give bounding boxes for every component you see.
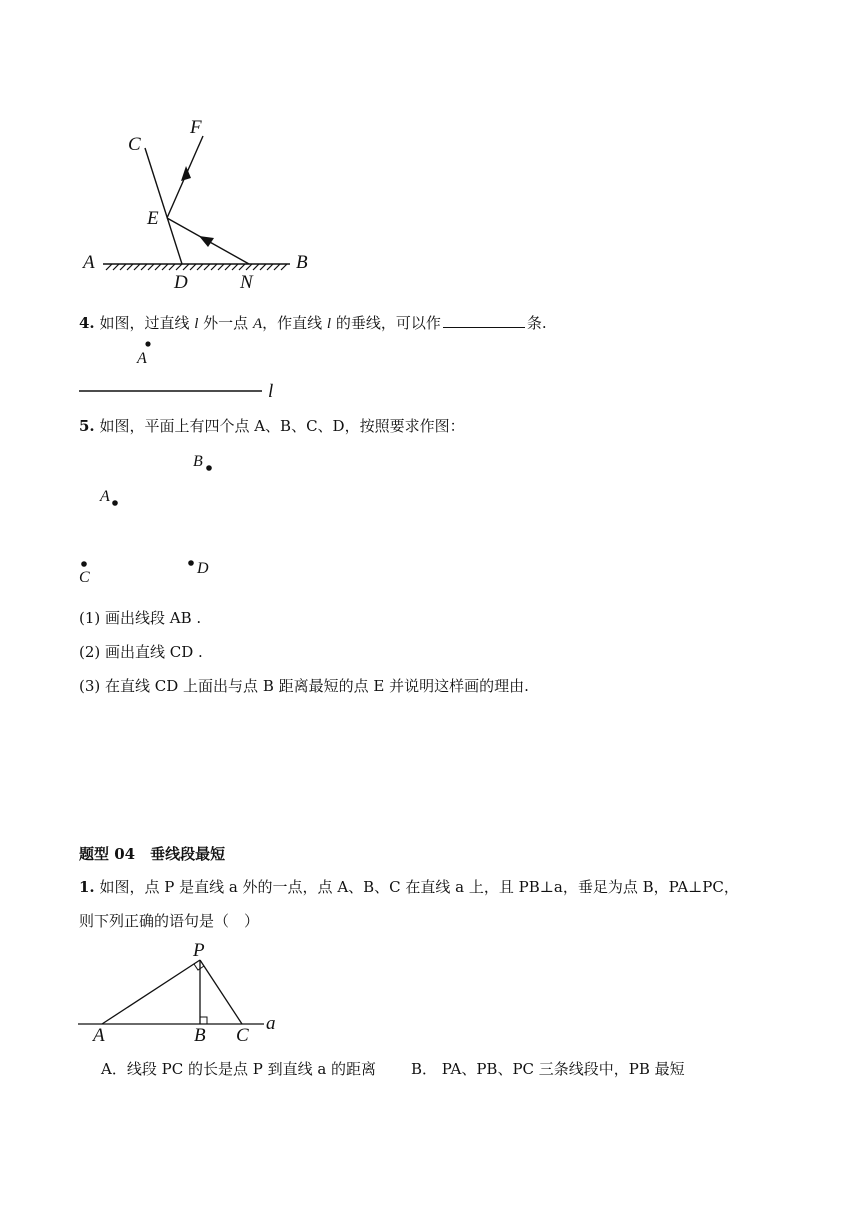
q1-number: 1.: [79, 878, 95, 896]
q4-text-mid3: 的垂线，可以作: [331, 314, 441, 332]
hatch-stroke: [204, 264, 210, 270]
hatch-stroke: [176, 264, 182, 270]
q1-option-b[interactable]: B． PA、PB、PC 三条线段中，PB 最短: [411, 1060, 685, 1078]
q5-point-b: [206, 465, 212, 471]
hatch-stroke: [197, 264, 203, 270]
q5-label-d: D: [197, 560, 209, 577]
q1-line2: 则下列正确的语句是（ ）: [79, 912, 260, 930]
hatch-stroke: [148, 264, 154, 270]
q5-point-a: [112, 500, 118, 506]
q4-number: 4.: [79, 314, 95, 332]
q1-right-angle-b: [200, 1017, 207, 1024]
q4-figure: [70, 335, 370, 395]
q5-label-a: A: [100, 488, 110, 505]
q5-number: 5.: [79, 417, 95, 435]
hatch-stroke: [169, 264, 175, 270]
q5-points-figure: [70, 450, 270, 580]
label-f: F: [190, 117, 202, 138]
q4-point-a-label: A: [137, 350, 147, 367]
q4-point-a: [145, 341, 150, 346]
label-n: N: [240, 272, 253, 293]
line-cd: [145, 148, 182, 264]
hatch-stroke: [232, 264, 238, 270]
q5-point-d: [188, 560, 194, 566]
section-title: 题型 04 垂线段最短: [79, 845, 226, 863]
q1-line1-text: 如图，点 P 是直线 a 外的一点，点 A、B、C 在直线 a 上，且 PB⊥a，垂足为点 B，PA⊥PC，: [94, 878, 739, 896]
q4-a: A: [252, 316, 263, 332]
hatch-stroke: [190, 264, 196, 270]
arrowhead-ne: [199, 236, 214, 247]
label-a: A: [83, 252, 95, 273]
hatch-stroke: [260, 264, 266, 270]
q5-sub1: (1) 画出线段 AB .: [79, 609, 202, 627]
q5-sub3: (3) 在直线 CD 上面出与点 B 距离最短的点 E 并说明这样画的理由.: [79, 677, 529, 695]
q4-line-l-label: l: [268, 381, 274, 402]
q1-segment-pc: [200, 960, 242, 1024]
hatch-stroke: [239, 264, 245, 270]
q4-text-after: 条.: [526, 314, 547, 332]
q1-line1: [79, 877, 739, 897]
hatch-stroke: [127, 264, 133, 270]
q5-label-c: C: [79, 569, 90, 586]
q4-text: [79, 313, 547, 334]
q4-answer-blank[interactable]: [443, 313, 525, 328]
q1-label-c: C: [236, 1025, 249, 1046]
q1-segment-pa: [102, 960, 200, 1024]
hatch-stroke: [155, 264, 161, 270]
label-c: C: [128, 134, 141, 155]
hatch-stroke: [281, 264, 287, 270]
label-b: B: [296, 252, 308, 273]
q1-label-b: B: [194, 1025, 206, 1046]
label-d: D: [174, 272, 188, 293]
hatch-stroke: [183, 264, 189, 270]
hatch-stroke: [120, 264, 126, 270]
q4-l2: l: [326, 316, 332, 332]
q1-label-p: P: [193, 940, 205, 961]
q1-label-a: A: [93, 1025, 105, 1046]
q1-option-a[interactable]: A．线段 PC 的长是点 P 到直线 a 的距离: [101, 1060, 377, 1078]
label-e: E: [147, 208, 159, 229]
q5-text: [79, 416, 465, 436]
hatch-stroke: [162, 264, 168, 270]
hatch-stroke: [253, 264, 259, 270]
q4-text-before: 如图，过直线: [94, 314, 195, 332]
hatch-stroke: [211, 264, 217, 270]
q5-sub2: (2) 画出直线 CD .: [79, 643, 203, 661]
hatch-stroke: [246, 264, 252, 270]
hatch-stroke: [218, 264, 224, 270]
hatch-stroke: [267, 264, 273, 270]
q1-label-line-a: a: [266, 1013, 276, 1034]
q5-label-b: B: [193, 453, 203, 470]
hatch-stroke: [225, 264, 231, 270]
hatch-stroke: [113, 264, 119, 270]
hatch-stroke: [106, 264, 112, 270]
hatch-stroke: [274, 264, 280, 270]
hatch-stroke: [134, 264, 140, 270]
mirror-hatching: [106, 264, 287, 270]
q4-text-mid2: ，作直线: [262, 314, 327, 332]
q5-point-c: [81, 561, 87, 567]
q4-l1: l: [194, 316, 199, 332]
hatch-stroke: [141, 264, 147, 270]
q5-prompt: 如图，平面上有四个点 A、B、C、D，按照要求作图：: [94, 417, 465, 435]
q4-text-mid1: 外一点: [198, 314, 253, 332]
